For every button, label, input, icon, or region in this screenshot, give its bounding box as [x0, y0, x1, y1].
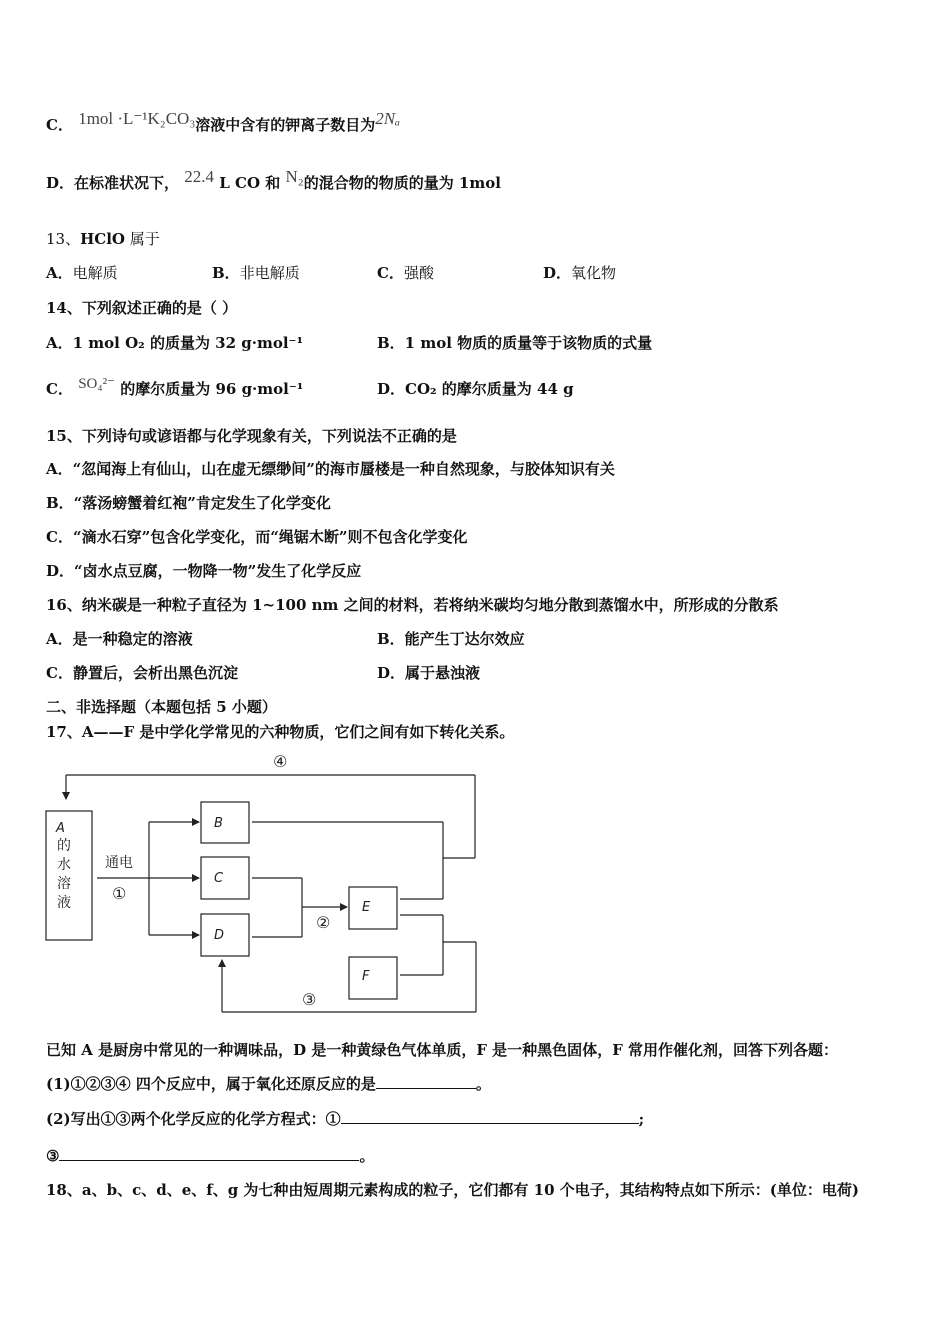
- q12-d-n2: N₂: [285, 167, 304, 186]
- q12-d-num: 22.4: [184, 167, 215, 186]
- q17-sub2-blank-2[interactable]: [59, 1146, 359, 1161]
- q12-option-c: C． 1mol ·L⁻¹K₂CO₃溶液中含有的钾离子数目为2Nₐ: [46, 109, 401, 134]
- box-e: [349, 887, 397, 929]
- box-b: [201, 802, 249, 843]
- q17-sub1-blank[interactable]: [376, 1074, 476, 1089]
- q13-stem: 13、HClO 属于: [46, 230, 160, 248]
- box-f: [349, 957, 397, 999]
- box-f-label: F: [362, 969, 370, 984]
- box-a-char-3: 溶: [57, 876, 71, 892]
- q14-option-d: D．CO₂ 的摩尔质量为 44 g: [377, 380, 574, 398]
- box-a-char-4: 液: [57, 895, 71, 911]
- q15-option-d: D．“卤水点豆腐，一物降一物”发生了化学反应: [46, 562, 362, 580]
- q13-option-d: D．氧化物: [543, 264, 617, 282]
- box-d-label: D: [214, 928, 225, 943]
- q13-option-b: B．非电解质: [212, 264, 300, 282]
- q16-option-c: C．静置后，会析出黑色沉淀: [46, 664, 238, 682]
- step-2-label: ②: [316, 913, 331, 932]
- section-heading: 二、非选择题（本题包括 5 小题）: [46, 698, 277, 716]
- q14-option-b: B．1 mol 物质的质量等于该物质的式量: [377, 334, 653, 352]
- q18-stem: 18、a、b、c、d、e、f、g 为七种由短周期元素构成的粒子，它们都有 10 个电子，其结构特点如下所示：(单位：电荷): [46, 1181, 859, 1199]
- q17-sub2-blank-1[interactable]: [341, 1109, 639, 1124]
- q15-option-c: C．“滴水石穿”包含化学变化，而“绳锯木断”则不包含化学变化: [46, 528, 468, 546]
- q16-option-b: B．能产生丁达尔效应: [377, 630, 525, 648]
- q12-option-d: D．在标准状况下， 22.4 L CO 和 N₂的混合物的物质的量为 1mol: [46, 167, 501, 192]
- box-b-label: B: [214, 816, 223, 831]
- q14-option-a: A．1 mol O₂ 的质量为 32 g·mol⁻¹: [46, 334, 304, 352]
- q17-sub2b: ③ 。: [46, 1147, 375, 1165]
- q15-option-b: B．“落汤螃蟹着红袍”肯定发生了化学变化: [46, 494, 331, 512]
- q12-c-value: 2Nₐ: [375, 109, 401, 128]
- q14-stem: 14、下列叙述正确的是（ ）: [46, 299, 238, 317]
- q13-option-c: C．强酸: [377, 264, 434, 282]
- electrolysis-label: 通电: [105, 855, 133, 871]
- q17-sub2: (2)写出①③两个化学反应的化学方程式：① ;: [46, 1110, 645, 1128]
- box-a-char-1: 的: [57, 838, 71, 854]
- q14-option-c: C． SO₄²⁻ 的摩尔质量为 96 g·mol⁻¹: [46, 376, 304, 398]
- box-e-label: E: [362, 900, 371, 915]
- q17-sub1: (1)①②③④ 四个反应中，属于氧化还原反应的是 。: [46, 1075, 491, 1093]
- q17-known: 已知 A 是厨房中常见的一种调味品，D 是一种黄绿色气体单质，F 是一种黑色固体，F 常用作催化剂，回答下列各题：: [46, 1041, 839, 1059]
- box-d: [201, 914, 249, 956]
- box-a-char-2: 水: [57, 857, 71, 873]
- q16-stem: 16、纳米碳是一种粒子直径为 1~100 nm 之间的材料，若将纳米碳均匀地分散到蒸馏水中，所形成的分散系: [46, 596, 779, 614]
- box-c: [201, 857, 249, 899]
- step-3-label: ③: [302, 990, 317, 1009]
- q17-stem: 17、A——F 是中学化学常见的六种物质，它们之间有如下转化关系。: [46, 723, 515, 741]
- q16-option-d: D．属于悬浊液: [377, 664, 481, 682]
- q15-stem: 15、下列诗句或谚语都与化学现象有关，下列说法不正确的是: [46, 427, 457, 445]
- box-c-label: C: [214, 871, 224, 886]
- step-1-label: ①: [112, 884, 127, 903]
- step-4-label: ④: [273, 752, 288, 771]
- q13-option-a: A．电解质: [46, 264, 118, 282]
- q12-c-formula: 1mol ·L⁻¹K₂CO₃: [78, 109, 196, 128]
- q15-option-a: A．“忽闻海上有仙山，山在虚无缥缈间”的海市蜃楼是一种自然现象，与胶体知识有关: [46, 460, 615, 478]
- q14-c-formula: SO₄²⁻: [78, 376, 116, 392]
- q16-option-a: A．是一种稳定的溶液: [46, 630, 193, 648]
- box-a-letter: A: [56, 821, 65, 836]
